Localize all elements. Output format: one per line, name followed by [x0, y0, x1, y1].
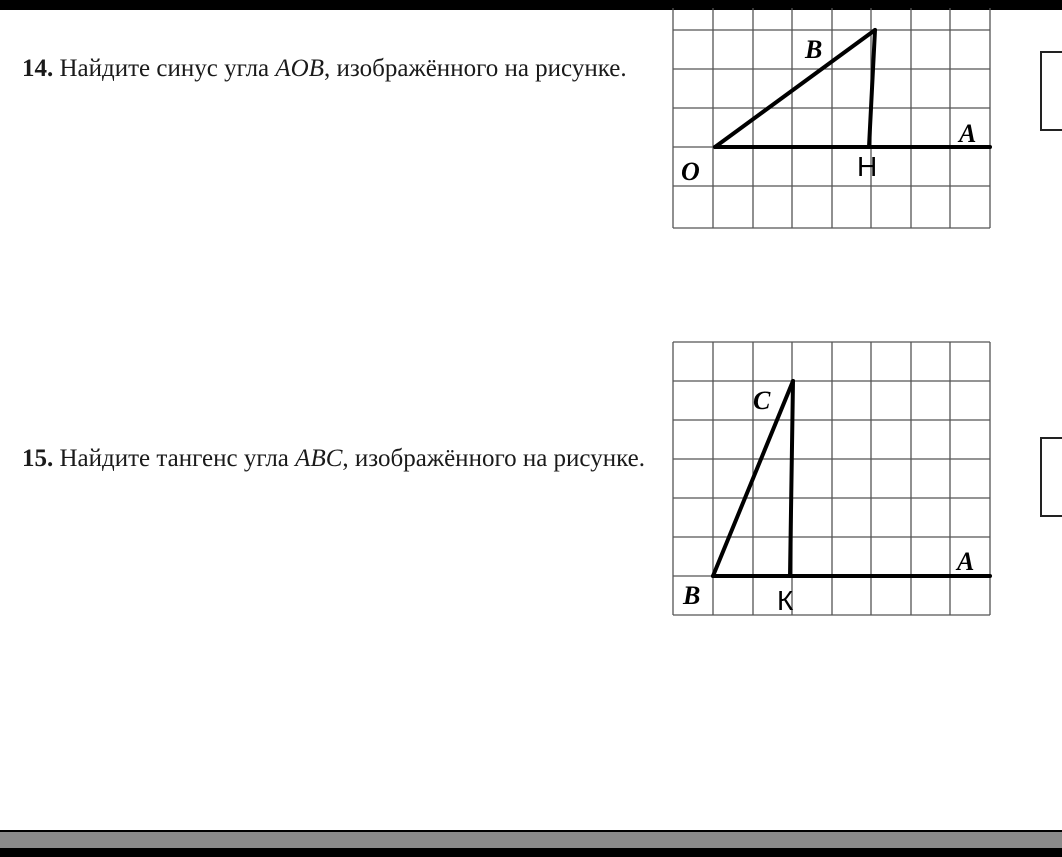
problem-text-before: Найдите тангенс угла	[53, 445, 296, 472]
problem-text-after: , изображённого на рисунке.	[324, 55, 627, 82]
label-o: O	[681, 157, 700, 186]
label-a: A	[959, 119, 977, 148]
answer-box-15[interactable]	[1040, 437, 1062, 517]
problem-15-text	[22, 442, 662, 476]
grid-lines	[673, 8, 990, 228]
label-a: A	[957, 547, 975, 576]
label-c: C	[753, 386, 771, 415]
label-h: Н	[857, 151, 878, 182]
problem-text-after: , изображённого на рисунке.	[342, 445, 645, 472]
label-b: B	[683, 581, 701, 610]
problem-number: 14.	[22, 55, 54, 82]
label-b: B	[805, 35, 823, 64]
angle-name: ABC	[295, 445, 343, 472]
segment-ob	[715, 30, 875, 147]
figure-15-triangle-abc	[665, 334, 995, 619]
segment-bh	[869, 30, 875, 147]
answer-box-14[interactable]	[1040, 51, 1062, 131]
bottom-gray-stripe	[0, 832, 1062, 848]
triangle-lines	[715, 30, 990, 147]
label-k: К	[777, 585, 794, 616]
figure-14-triangle-aob	[665, 8, 995, 236]
problem-14-text	[22, 52, 662, 86]
problem-number: 15.	[22, 445, 54, 472]
angle-name: AOB	[275, 55, 325, 82]
bottom-bar	[0, 830, 1062, 857]
problem-text-before: Найдите синус угла	[53, 55, 276, 82]
